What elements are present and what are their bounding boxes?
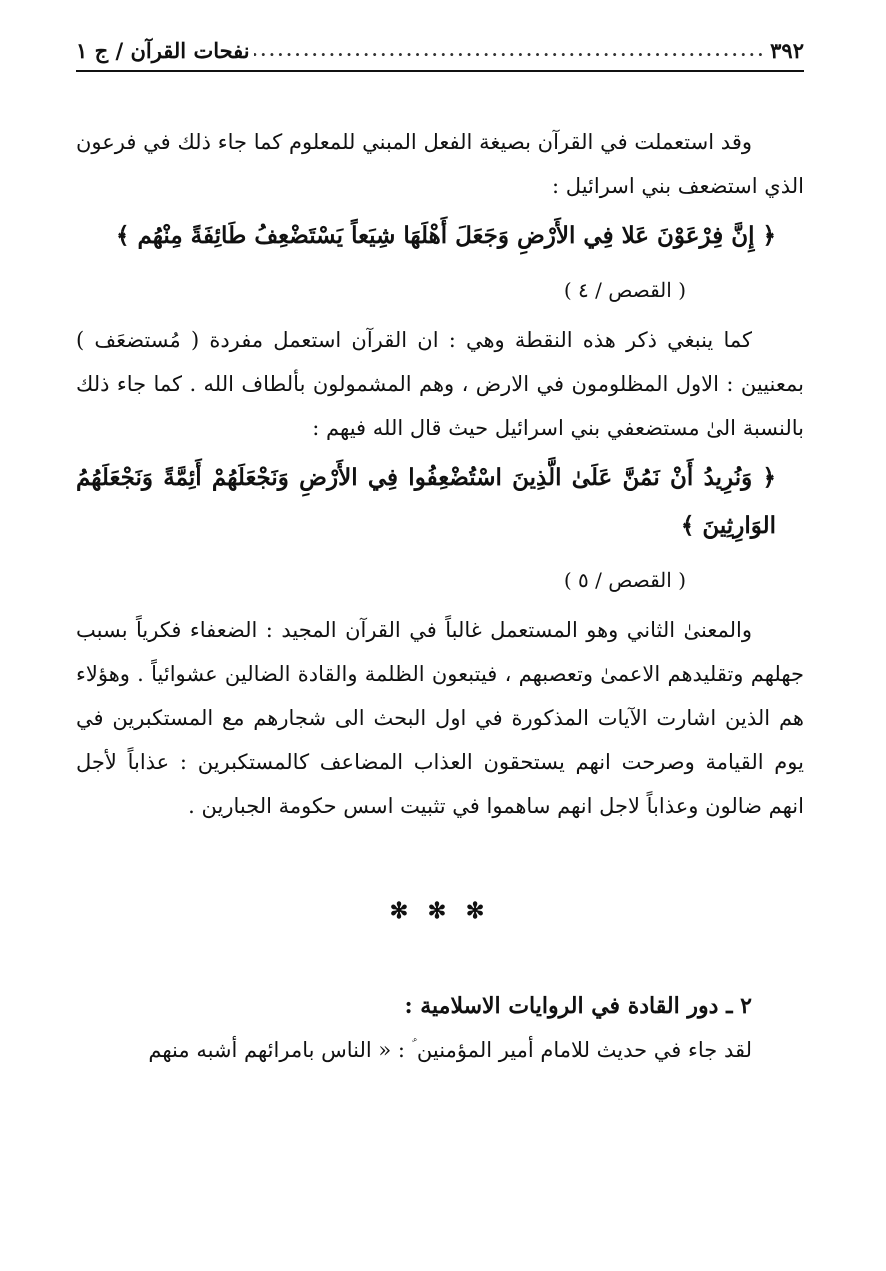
page-body	[76, 120, 804, 1072]
paragraph-1: وقد استعملت في القرآن بصيغة الفعل المبني للمعلوم كما جاء ذلك في فرعون الذي استضعف بني اسرائيل :	[76, 130, 804, 198]
leader-dots	[254, 41, 767, 60]
page-header	[76, 30, 804, 70]
paragraph-2: كما ينبغي ذكر هذه النقطة وهي : ان القرآن استعمل مفردة ( مُستضعَف ) بمعنيين : الاول المظلومون في الارض ، وهم المشمولون بألطاف الله . كما جاء ذلك بالنسبة الىٰ مستضعفي بني اسرائيل حيث قال الله فيهم :	[76, 328, 804, 440]
quran-verse-2: ﴿ وَنُرِيدُ أَنْ نَمُنَّ عَلَىٰ الَّذِينَ اسْتُضْعِفُوا فِي الأَرْضِ وَنَجْعَلَهُمْ أَئِمَّةً وَنَجْعَلَهُمُ الوَارِثِينَ ﴾	[76, 464, 776, 539]
verse-reference-1: ( القصص / ٤ )	[563, 278, 686, 302]
header-rule	[76, 70, 804, 72]
page-number: ٣٩٢	[770, 37, 804, 63]
section-heading: ٢ ـ دور القادة في الروايات الاسلامية :	[404, 993, 752, 1019]
section-ornament: ✻ ✻ ✻	[389, 898, 491, 924]
verse-reference-2: ( القصص / ٥ )	[563, 568, 686, 592]
running-title: نفحات القرآن / ج ١	[76, 37, 250, 63]
paragraph-3: والمعنىٰ الثاني وهو المستعمل غالباً في القرآن المجيد : الضعفاء فكرياً بسبب جهلهم وتقليدهم الاعمىٰ وتعصبهم ، فيتبعون الظلمة والقادة الضالين عشوائياً . وهؤلاء هم الذين اشارت الآيات المذكورة في اول البحث الى شجارهم مع المستكبرين في يوم القيامة وصرحت انهم يستحقون العذاب المضاعف كالمستكبرين : عذاباً لأجل انهم ضالون وعذاباً لاجل انهم ساهموا في تثبيت اسس حكومة الجبارين .	[76, 618, 804, 818]
quran-verse-1: ﴿ إِنَّ فِرْعَوْنَ عَلا فِي الأَرْضِ وَجَعَلَ أَهْلَهَا شِيَعاً يَسْتَضْعِفُ طَائِفَةً مِنْهُم ﴾	[116, 222, 776, 249]
paragraph-4: لقد جاء في حديث للامام أمير المؤمنين ؑ : « الناس بامرائهم أشبه منهم	[148, 1038, 752, 1062]
